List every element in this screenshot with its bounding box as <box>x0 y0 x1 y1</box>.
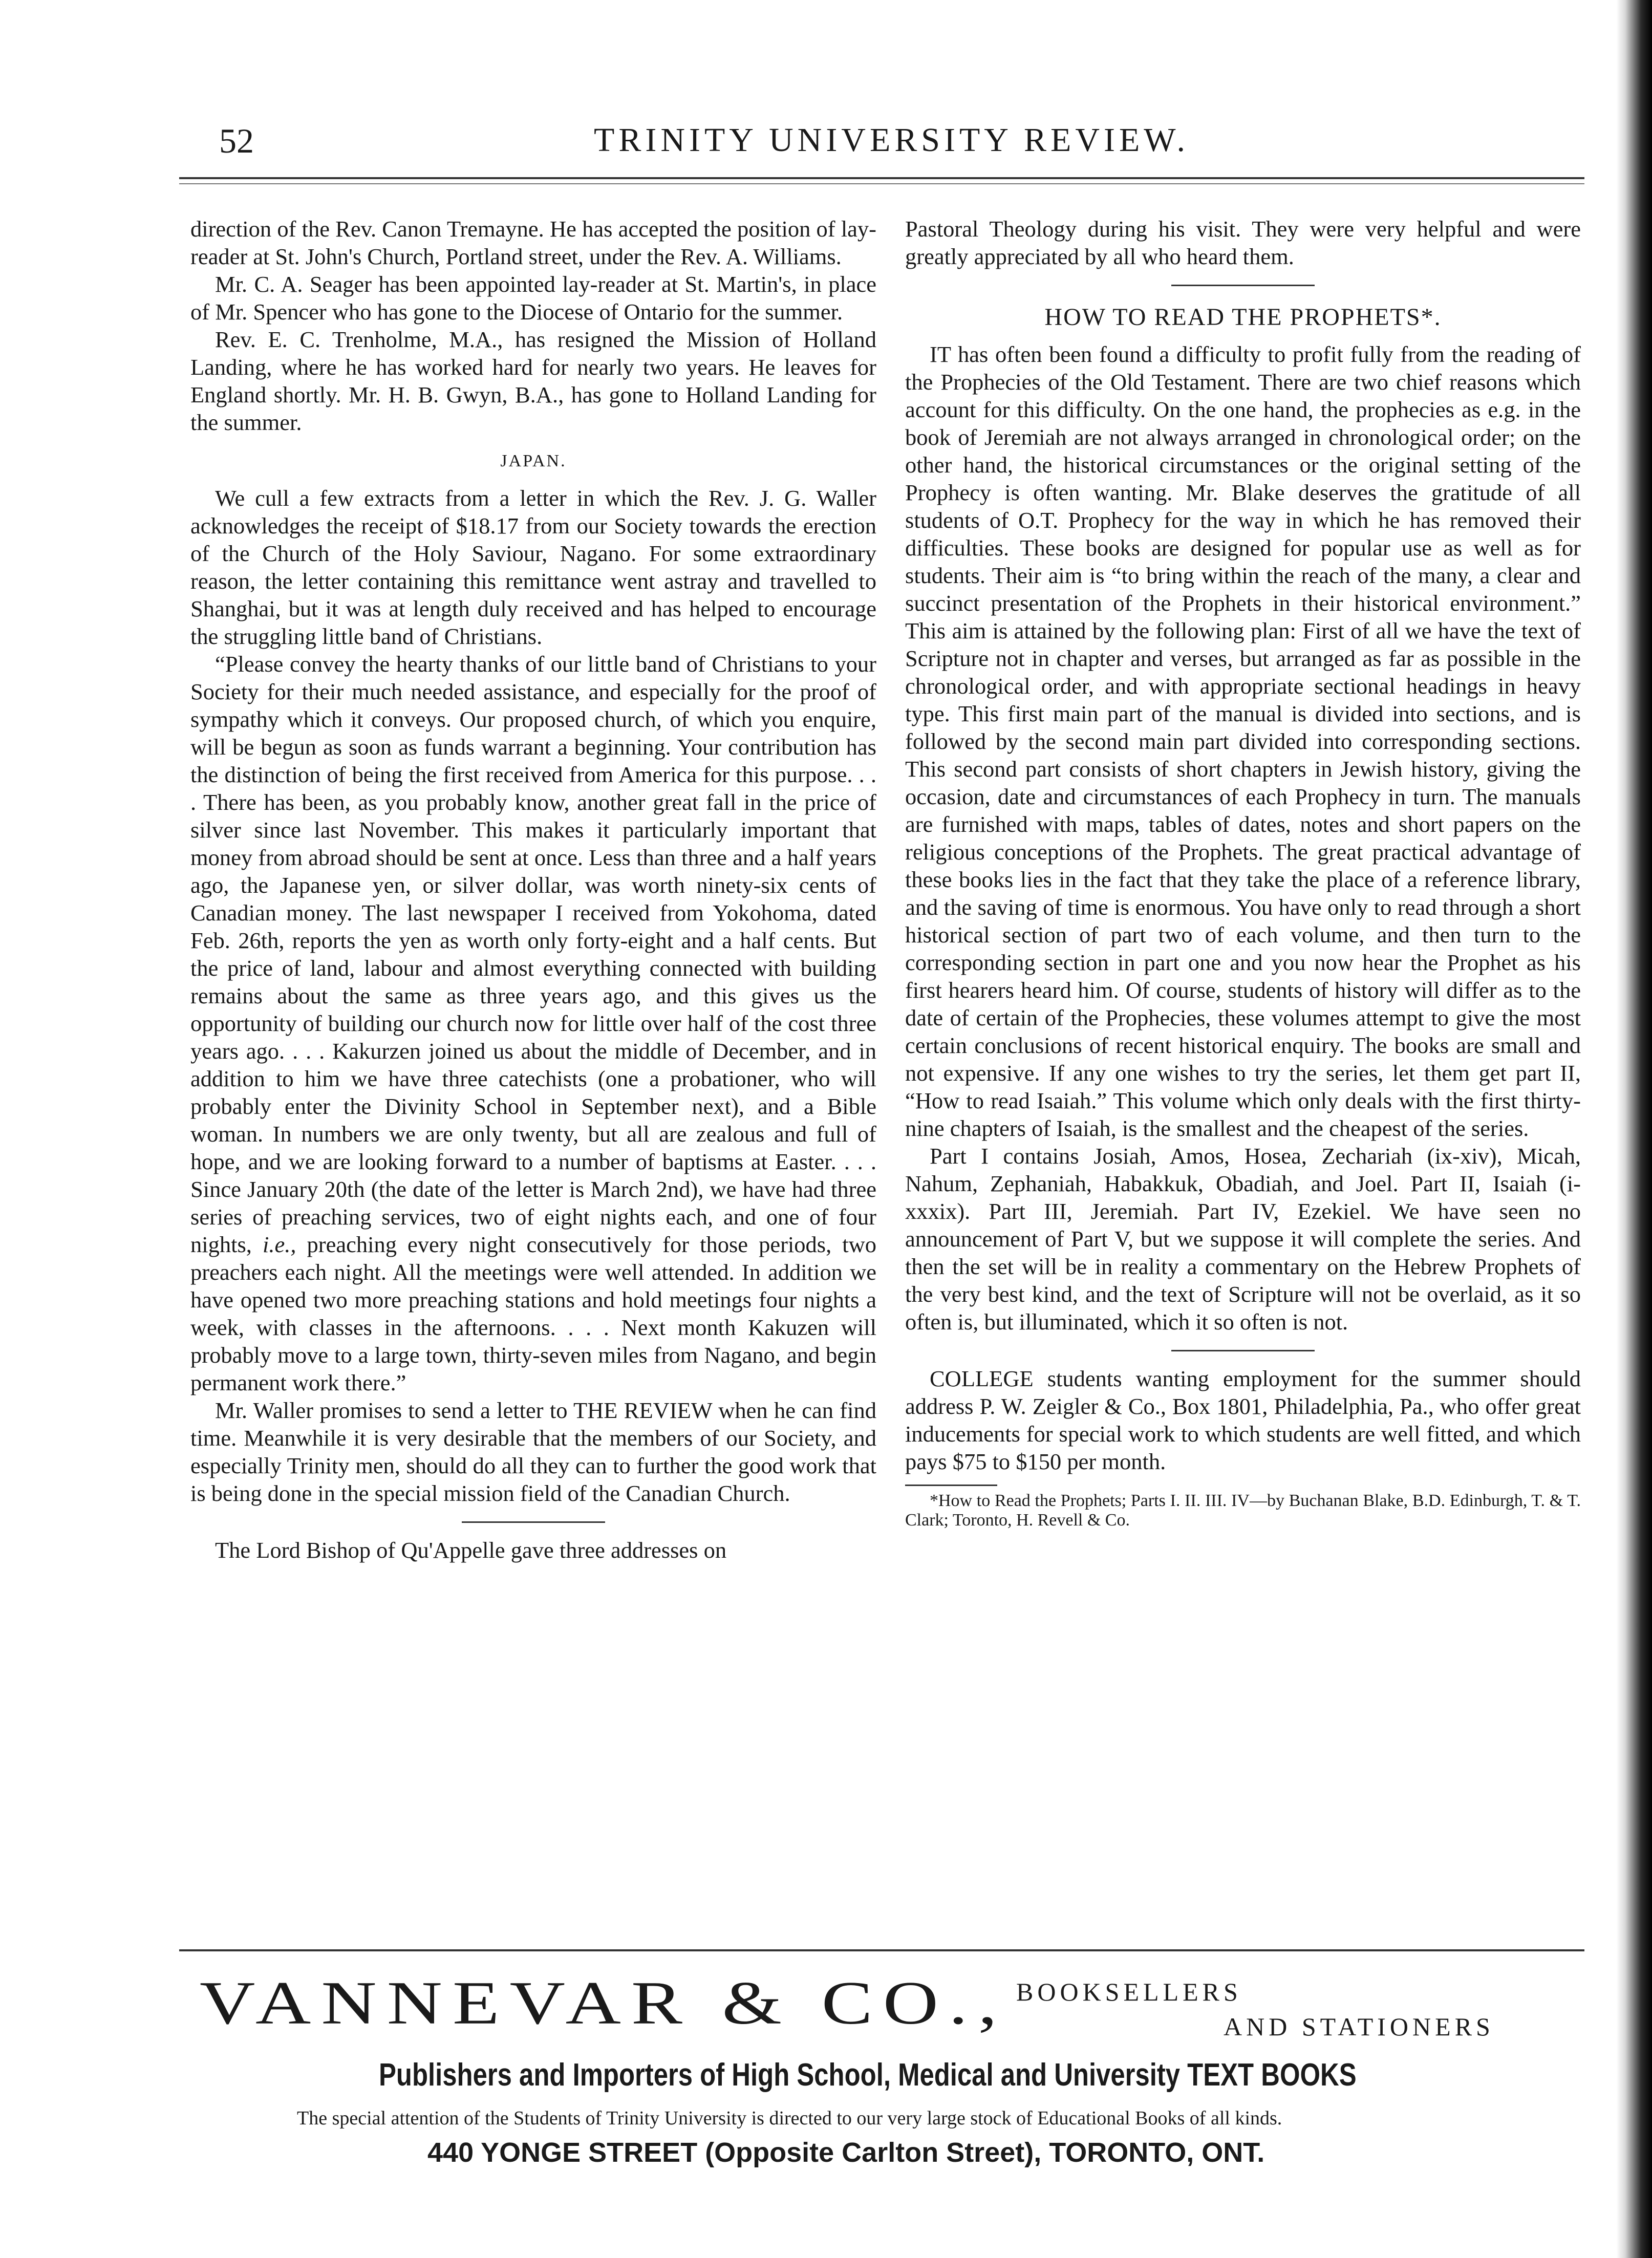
letter-text-end: preaching every night consecutively for those periods, two preachers each night. All the meetings were well attended. In addition we have opened two more preaching stations and hold meetings four nights a week, with classes in the afternoons. . . . Next month Kakuzen will probably move to a large town, thirty-seven miles from Nagano, and begin permanent work there.” <box>190 1232 877 1395</box>
page-edge-shadow <box>1616 0 1652 2258</box>
paragraph-waller-letter <box>190 650 876 1396</box>
paragraph-seager: Mr. C. A. Seager has been appointed lay-reader at St. Martin's, in place of Mr. Spencer who has gone to the Diocese of Ontario for the summer. <box>190 271 876 325</box>
ad-stationers: AND STATIONERS <box>1224 2012 1494 2041</box>
section-divider <box>462 1521 605 1523</box>
page-header <box>215 114 1587 175</box>
header-rule-thin <box>179 183 1584 184</box>
letter-ie: i.e., <box>262 1232 296 1257</box>
paragraph-college-students: COLLEGE students wanting employment for the summer should address P. W. Zeigler & Co., Box 1801, Philadelphia, Pa., who offer great inducements for special work to which students are well fitted, and which pays $75 to $150 per month. <box>905 1366 1581 1474</box>
article-title: HOW TO READ THE PROPHETS*. <box>1044 304 1442 331</box>
section-divider <box>1171 285 1315 286</box>
left-column <box>190 215 876 1564</box>
ad-publishers-line: Publishers and Importers of High School, Medical and University TEXT BOOKS <box>379 2057 1357 2093</box>
footnote-rule <box>905 1485 997 1486</box>
right-column <box>905 215 1581 1530</box>
paragraph-trenholme: Rev. E. C. Trenholme, M.A., has resigned the Mission of Holland Landing, where he has worked hard for nearly two years. He leaves for England shortly. Mr. H. B. Gwyn, B.A., has gone to Holland Landing for the summer. <box>190 327 876 435</box>
ad-address: 440 YONGE STREET (Opposite Carlton Street), TORONTO, ONT. <box>427 2137 1265 2168</box>
letter-text: “Please convey the hearty thanks of our little band of Christians to your Society for their much needed assistance, and especially for the proof of sympathy which it conveys. Our proposed church, of which you enquire, will be begun as soon as funds warrant a beginning. Your contribution has the distinction of being the first received from America for this purpose. . . . There has been, as you probably know, another great fall in the price of silver since last November. This makes it particularly important that money from abroad should be sent at once. Less than three and a half years ago, the Japanese yen, or silver dollar, was worth ninety-six cents of Canadian money. The last newspaper I received from Yokohoma, dated Feb. 26th, reports the yen as worth only forty-eight and a half cents. But the price of land, labour and almost everything connected with building remains about the same as three years ago, and this gives us the opportunity of building our church now for little over half of the cost three years ago. . . . Kakurzen joined us about the middle of December, and in addition to him we have three catechists (one a probationer, who will probably enter the Divinity School in September next), and a Bible woman. In numbers we are only twenty, but all are zealous and full of hope, and we are looking forward to a number of baptisms at Easter. . . . Since January 20th (the date of the letter is March 2nd), we have had three series of preaching services, two of eight nights each, and one of four nights, <box>190 651 876 1257</box>
ad-booksellers: BOOKSELLERS <box>1016 1977 1242 2006</box>
paragraph-japan-intro: We cull a few extracts from a letter in which the Rev. J. G. Waller acknowledges the receipt of $18.17 from our Society towards the erection of the Church of the Holy Saviour, Nagano. For some extraordinary reason, the letter containing this remittance went astray and travelled to Shanghai, but it was at length duly received and has helped to encourage the struggling little band of Christians. <box>190 485 876 649</box>
page-number: 52 <box>219 121 254 160</box>
advertisement-rule <box>179 1949 1584 1951</box>
section-divider <box>1171 1350 1315 1351</box>
paragraph-waller-promise: Mr. Waller promises to send a letter to THE REVIEW when he can find time. Meanwhile it is very desirable that the members of our Society, and especially Trinity men, should do all they can to further the good work that is being done in the special mission field of the Canadian Church. <box>190 1397 876 1506</box>
paragraph-bishop: The Lord Bishop of Qu'Appelle gave three addresses on <box>215 1537 727 1563</box>
header-rule <box>179 177 1584 179</box>
advertisement <box>179 1961 1584 2176</box>
paragraph-parts: Part I contains Josiah, Amos, Hosea, Zechariah (ix-xiv), Micah, Nahum, Zephaniah, Habakkuk, Obadiah, and Joel. Part II, Isaiah (i-xxxix). Part III, Jeremiah. Part IV, Ezekiel. We have seen no announcement of Part V, but we suppose it will complete the series. And then the set will be in reality a commentary on the Hebrew Prophets of the very best kind, and the text of Scripture will not be overlaid, as it so often is, but illuminated, which it so often is not. <box>905 1143 1581 1335</box>
ad-company-name: VANNEVAR & CO., <box>200 1969 1008 2037</box>
running-title: TRINITY UNIVERSITY REVIEW. <box>594 121 1190 159</box>
footnote: *How to Read the Prophets; Parts I. II. III. IV—by Buchanan Blake, B.D. Edinburgh, T. & T. Clark; Toronto, H. Revell & Co. <box>905 1491 1581 1530</box>
paragraph-prophets: IT has often been found a difficulty to profit fully from the reading of the Prophecies of the Old Testament. There are two chief reasons which account for this difficulty. On the one hand, the prophecies as e.g. in the book of Jeremiah are not always arranged in chronological order; on the other hand, the historical circumstances or the original setting of the Prophecy is often wanting. Mr. Blake deserves the gratitude of all students of O.T. Prophecy for the way in which he has removed their difficulties. These books are designed for popular use as well as for students. Their aim is “to bring within the reach of the many, a clear and succinct presentation of the Prophets in their historical environment.” This aim is attained by the following plan: First of all we have the text of Scripture not in chapter and verses, but arranged as far as possible in the chronological order, and with appropriate sectional headings in heavy type. This first main part of the manual is divided into sections, and is followed by the second main part divided into corresponding sections. This second part consists of short chapters in Jewish history, giving the occasion, date and circumstances of each Prophecy in turn. The manuals are furnished with maps, tables of dates, notes and short papers on the religious conceptions of the Prophets. The great practical advantage of these books lies in the fact that they take the place of a reference library, and the saving of time is enormous. You have only to read through a short historical section of part two of each volume, and then turn to the corresponding section in part one and you now hear the Prophet as his first hearers heard him. Of course, students of history will differ as to the date of certain of the Prophecies, these volumes attempt to give the most certain conclusions of recent historical enquiry. The books are small and not expensive. If any one wishes to try the series, let them get part II, “How to read Isaiah.” This volume which only deals with the first thirty-nine chapters of Isaiah, is the smallest and the cheapest of the series. <box>905 341 1581 1141</box>
paragraph-pastoral: Pastoral Theology during his visit. They were very helpful and were greatly appreciated by all who heard them. <box>905 216 1581 269</box>
section-heading-japan: JAPAN. <box>500 451 567 470</box>
paragraph-tremayne: direction of the Rev. Canon Tremayne. He has accepted the position of lay-reader at St. John's Church, Portland street, under the Rev. A. Williams. <box>190 216 876 269</box>
ad-attention-line: The special attention of the Students of Trinity University is directed to our very large stock of Educational Books of all kinds. <box>297 2108 1282 2129</box>
